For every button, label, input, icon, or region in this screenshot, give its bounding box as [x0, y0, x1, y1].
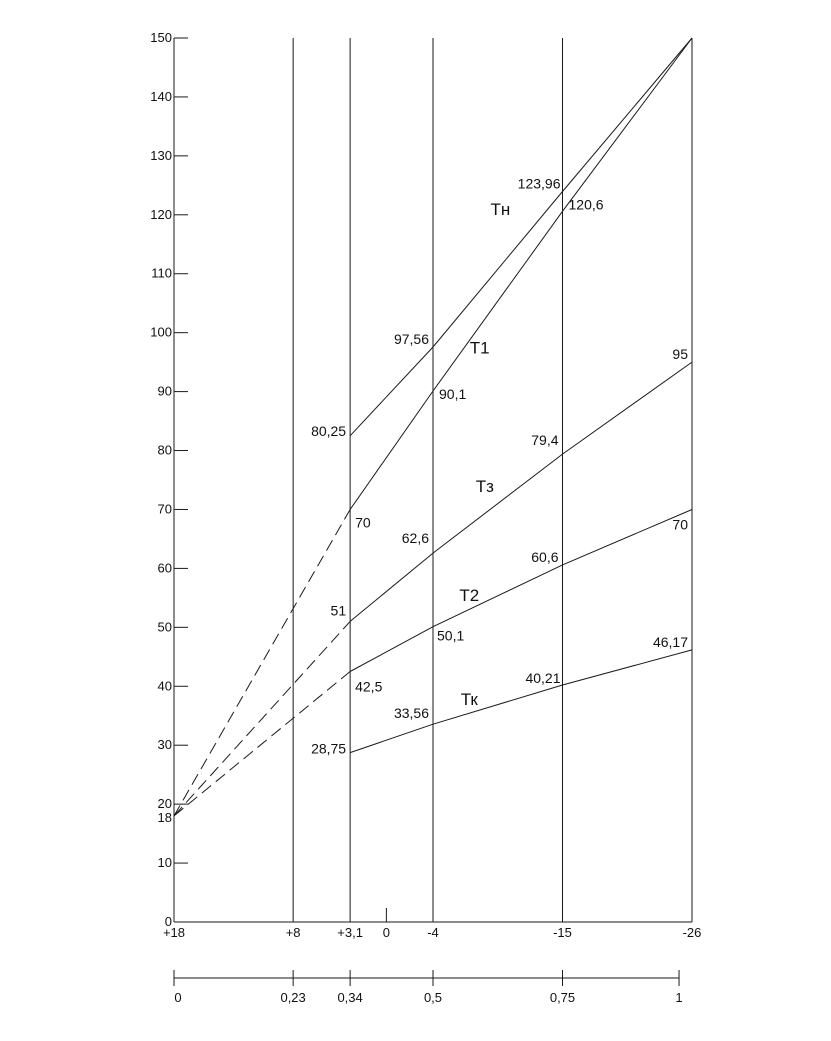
y-tick-label: 40 [157, 678, 172, 694]
fraction-tick-label: 0,75 [549, 990, 576, 1005]
x-tick-label: +8 [285, 925, 301, 940]
data-label: 46,17 [652, 633, 688, 650]
series-line [350, 362, 692, 621]
y-tick-label: 100 [150, 324, 172, 340]
series-name-label: T2 [459, 585, 480, 605]
fraction-tick-label: 0,23 [280, 990, 306, 1005]
y-tick-label: 50 [157, 619, 172, 635]
data-label: 28,75 [311, 740, 347, 757]
vertical-lines [293, 38, 562, 922]
y-tick-label: 80 [157, 442, 172, 458]
fraction-tick-label: 1 [675, 990, 683, 1005]
data-label: 42,5 [355, 678, 383, 695]
data-label: 80,25 [311, 422, 347, 439]
series-names [459, 200, 510, 709]
y-tick-label: 30 [157, 737, 172, 753]
y-axis [150, 30, 188, 929]
y-tick-label: 110 [151, 265, 172, 281]
y-tick-label: 10 [157, 855, 172, 871]
y-tick-label: 130 [150, 147, 172, 163]
y-tick-label: 140 [150, 88, 172, 104]
data-label: 95 [672, 346, 688, 363]
fraction-tick-label: 0 [174, 990, 182, 1005]
data-label: 97,56 [393, 331, 429, 348]
y-tick-label: 150 [150, 30, 172, 45]
data-label: 62,6 [401, 530, 429, 547]
series-line [350, 38, 692, 510]
data-label: 60,6 [531, 548, 559, 565]
x-tick-label: +18 [162, 925, 186, 940]
data-label: 70 [355, 514, 371, 531]
series-name-label: Тз [475, 476, 494, 496]
y-tick-label: 90 [157, 383, 172, 399]
x-axis-temperature [163, 908, 701, 940]
x-tick-label: -26 [682, 925, 702, 940]
y-tick-label: 20 [157, 796, 172, 812]
data-label: 123,96 [517, 175, 561, 192]
data-label: 51 [330, 602, 347, 619]
y-tick-label: 120 [150, 206, 172, 222]
y-tick-label: 60 [157, 560, 172, 576]
x-axis-fraction [174, 970, 683, 1005]
data-label: 90,1 [439, 386, 467, 403]
series-line [350, 650, 692, 753]
series-dashed-extension [174, 621, 350, 815]
data-label: 50,1 [437, 627, 465, 644]
y-origin-label: 18 [157, 809, 172, 825]
x-tick-label: 0 [382, 925, 390, 940]
y-tick-label: 0 [164, 914, 172, 929]
series-line [350, 38, 692, 436]
x-tick-label: -15 [553, 925, 572, 940]
series-dashed-extension [174, 509, 350, 815]
series-name-label: Тн [490, 199, 511, 219]
point-labels [311, 175, 688, 756]
data-label: 33,56 [393, 705, 429, 722]
x-tick-label: -4 [427, 925, 439, 940]
data-label: 40,21 [525, 670, 561, 687]
y-tick-label: 70 [157, 501, 172, 517]
data-label: 120,6 [568, 196, 604, 213]
fraction-tick-label: 0,5 [423, 990, 443, 1005]
data-label: 79,4 [531, 432, 559, 449]
x-tick-label: +3,1 [337, 925, 363, 940]
fraction-tick-label: 0,34 [337, 990, 363, 1005]
data-label: 70 [672, 516, 688, 533]
series-name-label: T1 [469, 338, 490, 358]
series-name-label: Тк [460, 690, 478, 710]
